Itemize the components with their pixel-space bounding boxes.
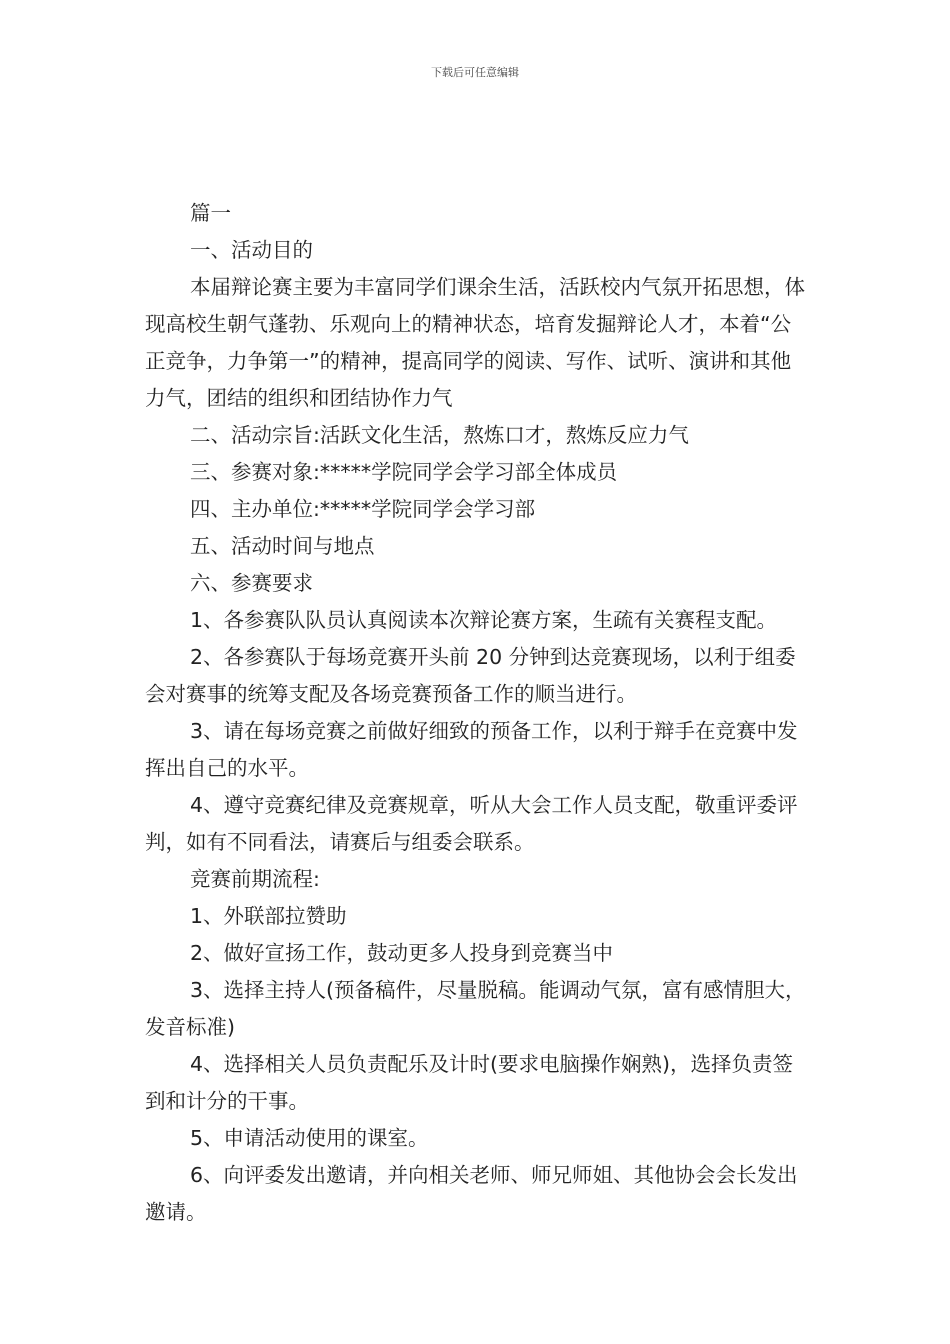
section-title: 篇一	[190, 201, 231, 225]
process-item: 6、向评委发出邀请，并向相关老师、师兄师姐、其他协会会长发出邀请。	[145, 1163, 798, 1224]
process-item: 3、选择主持人(预备稿件，尽量脱稿。能调动气氛，富有感情胆大，发音标准)	[145, 978, 806, 1039]
heading-pre-process: 竞赛前期流程:	[190, 867, 320, 891]
heading-organizer: 四、主办单位:*****学院同学会学习部	[190, 497, 536, 521]
process-item: 1、外联部拉赞助	[190, 904, 347, 928]
heading-time-place: 五、活动时间与地点	[190, 534, 375, 558]
heading-activity-purpose: 一、活动目的	[190, 238, 313, 262]
requirement-item: 1、各参赛队队员认真阅读本次辩论赛方案，生疏有关赛程支配。	[190, 608, 778, 632]
process-item: 4、选择相关人员负责配乐及计时(要求电脑操作娴熟)，选择负责签到和计分的干事。	[145, 1052, 794, 1113]
heading-requirements: 六、参赛要求	[190, 571, 313, 595]
page-header: 下载后可任意编辑	[431, 66, 519, 79]
heading-activity-aim: 二、活动宗旨:活跃文化生活，熬炼口才，熬炼反应力气	[190, 423, 689, 447]
requirement-item: 4、遵守竞赛纪律及竞赛规章，听从大会工作人员支配，敬重评委评判，如有不同看法，请赛后与组委会联系。	[145, 793, 798, 854]
heading-participants: 三、参赛对象:*****学院同学会学习部全体成员	[190, 460, 618, 484]
requirement-item: 3、请在每场竞赛之前做好细致的预备工作，以利于辩手在竞赛中发挥出自己的水平。	[145, 719, 798, 780]
purpose-paragraph: 本届辩论赛主要为丰富同学们课余生活，活跃校内气氛开拓思想，体现高校生朝气蓬勃、乐观向上的精神状态，培育发掘辩论人才，本着“公正竞争，力争第一”的精神，提高同学的阅读、写作、试听、演讲和其他力气，团结的组织和团结协作力气	[145, 275, 805, 410]
document-body	[145, 195, 810, 1231]
requirement-item: 2、各参赛队于每场竞赛开头前 20 分钟到达竞赛现场，以利于组委会对赛事的统筹支配及各场竞赛预备工作的顺当进行。	[145, 645, 796, 706]
process-item: 5、申请活动使用的课室。	[190, 1126, 429, 1150]
process-item: 2、做好宣扬工作，鼓动更多人投身到竞赛当中	[190, 941, 614, 965]
